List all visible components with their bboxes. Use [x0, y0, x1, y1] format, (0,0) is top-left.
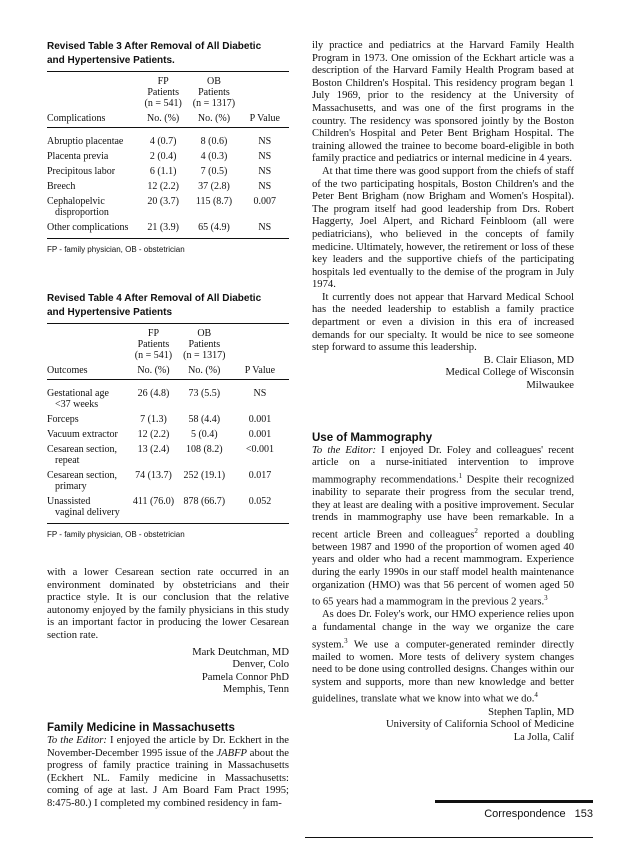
- letter-heading: Family Medicine in Massachusetts: [47, 721, 235, 734]
- cell-text: 0.001: [248, 414, 272, 425]
- header-line: FP: [157, 76, 169, 87]
- header-line: Patients: [188, 339, 221, 350]
- cell-label: [47, 128, 139, 150]
- cell-label: [47, 468, 129, 494]
- header-line: (n = 541): [134, 350, 173, 361]
- cell-p: [241, 194, 289, 220]
- table3-header-ob-unit: No. (%): [187, 111, 240, 128]
- cell-p: [231, 494, 289, 524]
- signature-place: Memphis, Tenn: [222, 684, 289, 696]
- table3-footnote: FP - family physician, OB - obstetrician: [47, 245, 185, 254]
- cell-fp: [139, 220, 187, 239]
- cell-text: Breech: [47, 181, 76, 192]
- cell-subtext: primary: [55, 481, 87, 492]
- cell-text: NS: [258, 151, 272, 162]
- page-footer: [435, 808, 593, 820]
- cell-text: Abruptio placentae: [47, 136, 124, 147]
- cell-text: Cephalopelvic: [47, 196, 105, 207]
- signature-place: Denver, Colo: [232, 659, 289, 671]
- table3-row: [47, 149, 289, 164]
- cell-text: 252 (19.1): [183, 470, 226, 481]
- cell-text: NS: [258, 181, 272, 192]
- letter-fm-paragraph-4: It currently does not appear that Harvard Medical School has the needed leadership to establish a family practice department or even a division in this era of increased demands for our specialty. It would be nice to see someone step forward to assume this leadership.: [312, 291, 574, 354]
- cell-text: 7 (0.5): [200, 166, 228, 177]
- cell-text: 7 (1.3): [140, 414, 167, 425]
- cell-subtext: vaginal delivery: [55, 507, 120, 518]
- cell-text: 4 (0.3): [200, 151, 228, 162]
- reference-marker: 3: [544, 594, 548, 603]
- table3-header-fp: [139, 72, 187, 112]
- table3-header-label-cell: [47, 72, 139, 112]
- cell-text: Cesarean section,: [47, 444, 117, 455]
- cell-text: 411 (76.0): [132, 496, 175, 507]
- table4-title: [47, 292, 289, 320]
- cell-fp: [129, 427, 177, 442]
- letter-mammo-paragraph-1: [312, 445, 574, 610]
- cell-ob: [187, 149, 240, 164]
- cell-label: [47, 412, 129, 427]
- table4-body: [47, 380, 289, 524]
- table4-row: [47, 494, 289, 524]
- text-run: I enjoyed the article by Dr. Eckhert in the November-December 1995 issue of the: [47, 734, 289, 759]
- to-the-editor: To the Editor:: [312, 444, 376, 456]
- table4-grid: [47, 323, 289, 524]
- text-run: Despite their recognized inability to separate their progress from the secular trend, they at least are dealing with a positive improvement. Secular trends in mammography use have been remarkable. In a recent article Breen and colleagues: [312, 474, 574, 541]
- text-run: We use a computer-generated reminder directly mailed to women. More tests of delivery system changes need to be done using controlled designs. Changes within our system and supports, more than new knowledge and better guidelines, translate what we know into what we do.: [312, 639, 574, 705]
- table3-row: [47, 164, 289, 179]
- cell-ob: [178, 427, 231, 442]
- cell-text: Gestational age: [47, 388, 109, 399]
- left-continuation: [47, 567, 289, 697]
- header-line: FP: [147, 328, 160, 339]
- cell-fp: [139, 164, 187, 179]
- letter-mammo-paragraph-2: [312, 609, 574, 706]
- text-run: I enjoyed Dr. Foley and colleagues' recent article on a nurse-initiated intervention to improve mammography recommendations.: [312, 444, 574, 486]
- letter-fm-paragraph-3: At that time there was good support from the chiefs of staff of the two participating hospitals, Boston Children's and the Peter Bent Brigham (now Brigham and Women's Hospital). The program itself had good leadership from Drs. Robert Haggerty, Joel Alpert, and Richard Feinbloom (all were pediatricians), who believed in the concepts of family medicine. Ultimately, however, the retirement or loss of these key leaders and the supportive chiefs of the participating hospitals led eventually to the demise of the program in July 1974.: [312, 165, 574, 291]
- cell-fp: [129, 380, 177, 413]
- table3-grid: [47, 71, 289, 239]
- cell-label: [47, 427, 129, 442]
- cell-text: 12 (2.2): [147, 181, 179, 192]
- cell-p: [241, 164, 289, 179]
- cell-text: NS: [258, 222, 272, 233]
- left-column: [47, 40, 289, 811]
- cell-ob: [178, 380, 231, 413]
- to-the-editor: To the Editor:: [47, 734, 107, 746]
- table4-header-fp-unit: No. (%): [129, 363, 177, 380]
- header-line: OB: [197, 328, 212, 339]
- table4-header-empty: [231, 324, 289, 364]
- letter-mammography: [312, 431, 574, 745]
- cell-label: [47, 194, 139, 220]
- table4-footnote: FP - family physician, OB - obstetrician: [47, 530, 185, 539]
- footer-rule-bottom: [305, 837, 593, 838]
- continuation-paragraph: with a lower Cesarean section rate occurred in an environment dominated by obstetricians and their practice style. It is our conclusion that the relative autonomy enjoyed by the family physicians in this study is an important factor in producing the lower Cesarean section rate.: [47, 567, 289, 641]
- cell-text: 0.017: [248, 470, 272, 481]
- cell-text: Vacuum extractor: [47, 429, 118, 440]
- cell-label: [47, 149, 139, 164]
- cell-subtext: <37 weeks: [55, 399, 99, 410]
- cell-text: 0.007: [253, 196, 277, 207]
- reference-marker: 1: [458, 471, 463, 480]
- table3-row: [47, 179, 289, 194]
- cell-text: 12 (2.2): [137, 429, 170, 440]
- cell-p: [231, 468, 289, 494]
- cell-ob: [178, 442, 231, 468]
- cell-ob: [187, 194, 240, 220]
- cell-text: Unassisted: [47, 496, 91, 507]
- table3-title-line1: Revised Table 3 After Removal of All Diabetic: [47, 41, 262, 52]
- table3: [47, 40, 289, 254]
- header-line: Patients: [137, 339, 170, 350]
- cell-p: [231, 380, 289, 413]
- cell-text: 58 (4.4): [188, 414, 221, 425]
- text-run: about the progress of family practice training in Massachusetts (Eckhert NL. Family medicine in Massachusetts: coming of age at last. J Am Board Fam Pract 1995; 8:475-80.) I completed my combined residency in fam-: [47, 747, 290, 809]
- cell-label: [47, 494, 129, 524]
- footer-section: Correspondence: [484, 808, 566, 820]
- cell-p: [241, 179, 289, 194]
- cell-label: [47, 179, 139, 194]
- reference-marker: 3: [344, 636, 348, 645]
- signature-institution: Medical College of Wisconsin: [445, 367, 574, 379]
- signature-city: La Jolla, Calif: [513, 731, 574, 743]
- cell-p: [241, 220, 289, 239]
- header-line: (n = 1317): [183, 350, 226, 361]
- cell-label: [47, 220, 139, 239]
- header-line: Patients: [198, 87, 230, 98]
- table4-title-line2: and Hypertensive Patients: [47, 307, 173, 318]
- cell-ob: [178, 412, 231, 427]
- right-column: [312, 40, 574, 744]
- page-number: 153: [574, 808, 593, 820]
- table4-header-ob: [178, 324, 231, 364]
- table3-row: [47, 128, 289, 150]
- cell-text: Other complications: [47, 222, 129, 233]
- cell-text: 878 (66.7): [183, 496, 226, 507]
- signature-name: Stephen Taplin, MD: [488, 706, 574, 718]
- journal-name: JABFP: [216, 747, 248, 759]
- header-line: (n = 541): [144, 98, 182, 109]
- cell-ob: [187, 164, 240, 179]
- cell-text: 2 (0.4): [149, 151, 177, 162]
- table4-row: [47, 427, 289, 442]
- cell-text: Forceps: [47, 414, 79, 425]
- cell-fp: [139, 128, 187, 150]
- signature-city: Milwaukee: [526, 380, 574, 392]
- table3-header-pvalue: P Value: [241, 111, 289, 128]
- table4-title-line1: Revised Table 4 After Removal of All Diabetic: [47, 293, 262, 304]
- text-run: reported a doubling between 1987 and 1990 of the proportion of women aged 40 years and older who had a recent mammogram. Experience during the early 1990s in our staff model health maintenance organization (HMO) was that 56 percent of women aged 50 to 65 years had a mammogram in the previous 2 years.: [312, 529, 575, 608]
- cell-text: 0.052: [248, 496, 272, 507]
- header-line: (n = 1317): [192, 98, 236, 109]
- table4-header-pvalue: P Value: [231, 363, 289, 380]
- cell-text: 8 (0.6): [200, 136, 228, 147]
- cell-fp: [139, 179, 187, 194]
- cell-ob: [178, 468, 231, 494]
- text-run: As does Dr. Foley's work, our HMO experience relies upon a fundamental change in the way we organize the care system.: [312, 609, 574, 651]
- reference-marker: 4: [534, 691, 538, 700]
- table3-header-ob: [187, 72, 240, 112]
- cell-text: 0.001: [248, 429, 272, 440]
- table3-row: [47, 220, 289, 239]
- cell-text: 65 (4.9): [198, 222, 230, 233]
- cell-text: 37 (2.8): [198, 181, 230, 192]
- table3-title: [47, 40, 289, 68]
- table4-header-outcomes: Outcomes: [47, 363, 129, 380]
- cell-ob: [178, 494, 231, 524]
- signature-name: Pamela Connor PhD: [201, 671, 289, 683]
- table3-header-fp-unit: No. (%): [139, 111, 187, 128]
- cell-text: 26 (4.8): [137, 388, 170, 399]
- cell-fp: [129, 468, 177, 494]
- cell-text: 4 (0.7): [149, 136, 177, 147]
- cell-text: 13 (2.4): [137, 444, 170, 455]
- cell-text: NS: [253, 388, 267, 399]
- letter-heading: Use of Mammography: [312, 431, 433, 444]
- table4-header-fp: [129, 324, 177, 364]
- cell-fp: [129, 494, 177, 524]
- cell-p: [241, 128, 289, 150]
- cell-label: [47, 380, 129, 413]
- table4-header-label-cell: [47, 324, 129, 364]
- cell-fp: [139, 149, 187, 164]
- table3-row: [47, 194, 289, 220]
- signature-block-taplin: [312, 707, 574, 745]
- letter-family-medicine: [47, 721, 289, 811]
- table4-row: [47, 380, 289, 413]
- cell-subtext: repeat: [55, 455, 80, 466]
- cell-text: <0.001: [245, 444, 275, 455]
- signature-name: Mark Deutchman, MD: [192, 646, 289, 658]
- table3-header-complications: Complications: [47, 111, 139, 128]
- signature-block-1: [47, 647, 289, 697]
- cell-p: [231, 412, 289, 427]
- table4-row: [47, 442, 289, 468]
- letter-fm-paragraph-1: [47, 735, 289, 811]
- cell-fp: [129, 412, 177, 427]
- header-line: OB: [207, 76, 221, 87]
- cell-text: NS: [258, 136, 272, 147]
- footer-rule: [435, 800, 593, 803]
- signature-block-eliason: [312, 355, 574, 393]
- signature-institution: University of California School of Medicine: [386, 719, 574, 731]
- cell-p: [231, 427, 289, 442]
- header-line: Patients: [147, 87, 179, 98]
- cell-text: 20 (3.7): [147, 196, 179, 207]
- cell-p: [241, 149, 289, 164]
- cell-fp: [129, 442, 177, 468]
- signature-name: B. Clair Eliason, MD: [483, 354, 574, 366]
- cell-subtext: disproportion: [55, 207, 109, 218]
- cell-fp: [139, 194, 187, 220]
- cell-ob: [187, 179, 240, 194]
- table4-row: [47, 468, 289, 494]
- table4-row: [47, 412, 289, 427]
- cell-text: 73 (5.5): [188, 388, 221, 399]
- cell-text: 108 (8.2): [185, 444, 223, 455]
- reference-marker: 2: [474, 526, 478, 535]
- cell-label: [47, 164, 139, 179]
- cell-text: NS: [258, 166, 272, 177]
- table3-header-empty: [241, 72, 289, 112]
- cell-text: 5 (0.4): [190, 429, 218, 440]
- cell-ob: [187, 128, 240, 150]
- cell-label: [47, 442, 129, 468]
- table3-title-line2: and Hypertensive Patients.: [47, 55, 175, 66]
- cell-text: Cesarean section,: [47, 470, 117, 481]
- cell-text: Precipitous labor: [47, 166, 116, 177]
- cell-ob: [187, 220, 240, 239]
- cell-text: 21 (3.9): [147, 222, 179, 233]
- letter-fm-paragraph-2: ily practice and pediatrics at the Harvard Family Health Program in 1973. One omission of the Eckhart article was a description of the Harvard Family Health Program based at Boston Children's Hospital. This residency program began 1 July 1969, prior to the residency at the University of Massachusetts, and was one of the first programs in the country. The residency was sponsored jointly by the Boston Children's Hospital and Peter Bent Brigham Hospital. The training allowed the trainee to become board-eligible in both family practice and pediatrics or internal medicine in 4 years.: [312, 40, 574, 165]
- cell-text: Placenta previa: [47, 151, 109, 162]
- cell-text: 74 (13.7): [135, 470, 172, 481]
- table4-header-ob-unit: No. (%): [178, 363, 231, 380]
- cell-text: 115 (8.7): [195, 196, 233, 207]
- table4: [47, 292, 289, 539]
- cell-p: [231, 442, 289, 468]
- cell-text: 6 (1.1): [149, 166, 177, 177]
- table3-body: [47, 128, 289, 239]
